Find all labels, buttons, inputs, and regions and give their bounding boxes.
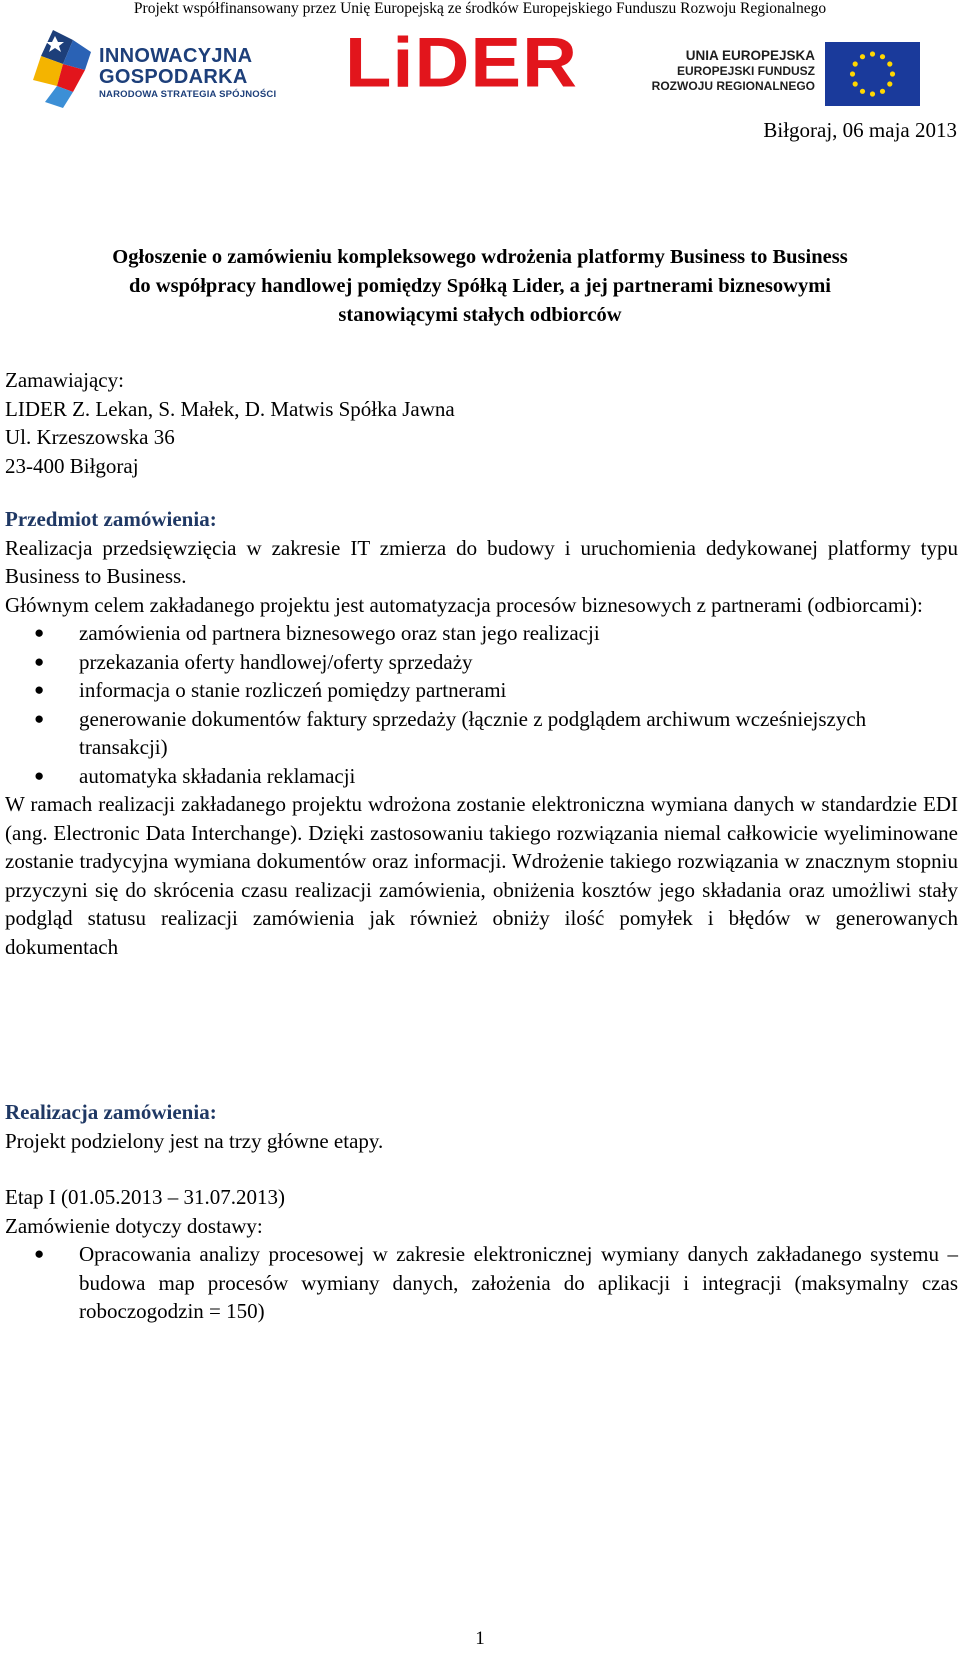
bullet-icon: ● [34, 680, 45, 699]
title-line-2: do współpracy handlowej pomiędzy Spółką Lider, a jej partnerami biznesowymi [129, 275, 831, 297]
realizacja-heading: Realizacja zamówienia: [5, 1100, 217, 1124]
title-line-3: stanowiącymi stałych odbiorców [338, 304, 622, 326]
innowacyjna-gospodarka-logo [33, 30, 288, 110]
zamawiajacy-label: Zamawiający: [5, 368, 124, 392]
ig-logo-line2: GOSPODARKA [99, 66, 248, 88]
przedmiot-section [5, 505, 958, 961]
lider-logo: LiDER [345, 23, 578, 103]
funding-statement: Projekt współfinansowany przez Unię Europejską ze środków Europejskiego Funduszu Rozwoju Regionalnego [133, 0, 827, 17]
zamawiajacy-block [5, 366, 958, 480]
bullet-icon: ● [34, 708, 45, 728]
przedmiot-paragraph-2: Głównym celem zakładanego projektu jest automatyzacja procesów biznesowych z partnerami (odbiorcami): [5, 592, 923, 617]
realizacja-intro: Projekt podzielony jest na trzy główne etapy. [5, 1128, 384, 1153]
bullet-icon: ● [34, 651, 45, 671]
ig-logo-line1: INNOWACYJNA [99, 45, 253, 67]
etap1-heading: Etap I (01.05.2013 – 31.07.2013) [5, 1185, 285, 1209]
page-number: 1 [475, 1628, 485, 1649]
etap1-bullet-list [5, 1240, 958, 1326]
ue-logo-line1: UNIA EUROPEJSKA [685, 48, 815, 63]
list-item: ● informacja o stanie rozliczeń pomiędzy partnerami [5, 676, 958, 705]
list-item: ● zamówienia od partnera biznesowego oraz stan jego realizacji [5, 619, 958, 648]
list-item: ● automatyka składania reklamacji [5, 762, 958, 791]
list-item: ● Opracowania analizy procesowej w zakresie elektronicznej wymiany danych zakładanego systemu – budowa map procesów wymiany danych, założenia do aplikacji i integracji (maksymalny czas roboczogodzin = 150) [34, 1242, 958, 1323]
przedmiot-heading: Przedmiot zamówienia: [5, 507, 217, 531]
zamawiajacy-city: 23-400 Biłgoraj [5, 453, 139, 478]
etap1-subheading: Zamówienie dotyczy dostawy: [5, 1213, 263, 1238]
ue-logo-line2: EUROPEJSKI FUNDUSZ [676, 64, 815, 78]
przedmiot-paragraph-3: W ramach realizacji zakładanego projektu wdrożona zostanie elektroniczna wymiana danych w standardzie EDI (ang. Electronic Data Interchange). Dzięki zastosowaniu takiego rozwiązania niemal całkowicie wyeliminowane zostanie tradycyjna wymiana dokumentów oraz informacji. Wdrożenie takiego rozwiązania w znacznym stopniu przyczyni się do skrócenia czasu realizacji zamówienia, obniżenia kosztów jego składania oraz umożliwi stały podgląd statusu realizacji zamówienia jak również obniży ilość pomyłek i błędów w generowanych dokumentach [5, 792, 958, 959]
przedmiot-paragraph-1: Realizacja przedsięwzięcia w zakresie IT zmierza do budowy i uruchomienia dedykowanej platformy typu Business to Business. [5, 535, 958, 588]
realizacja-section [5, 1098, 958, 1326]
ig-logo-line3: NARODOWA STRATEGIA SPÓJNOŚCI [99, 89, 277, 100]
list-item: ● generowanie dokumentów faktury sprzedaży (łącznie z podglądem archiwum wcześniejszych transakcji) [34, 706, 867, 759]
spacer [5, 1155, 958, 1183]
zamawiajacy-street: Ul. Krzeszowska 36 [5, 425, 175, 449]
zamawiajacy-name: LIDER Z. Lekan, S. Małek, D. Matwis Spółka Jawna [5, 396, 455, 421]
eu-flag-icon [825, 42, 920, 106]
bullet-icon: ● [34, 623, 45, 642]
document-date: Biłgoraj, 06 maja 2013 [763, 118, 957, 142]
bullet-icon: ● [34, 1244, 45, 1263]
przedmiot-bullet-list [5, 619, 958, 790]
ue-logo-line3: ROZWOJU REGIONALNEGO [651, 79, 815, 93]
title-line-1: Ogłoszenie o zamówieniu kompleksowego wdrożenia platformy Business to Business [112, 246, 848, 268]
innowacyjna-gospodarka-emblem-icon [33, 30, 95, 108]
unia-europejska-logo [645, 40, 920, 106]
list-item: ● przekazania oferty handlowej/oferty sprzedaży [5, 648, 958, 677]
bullet-icon: ● [34, 765, 45, 785]
document-title [0, 243, 960, 330]
